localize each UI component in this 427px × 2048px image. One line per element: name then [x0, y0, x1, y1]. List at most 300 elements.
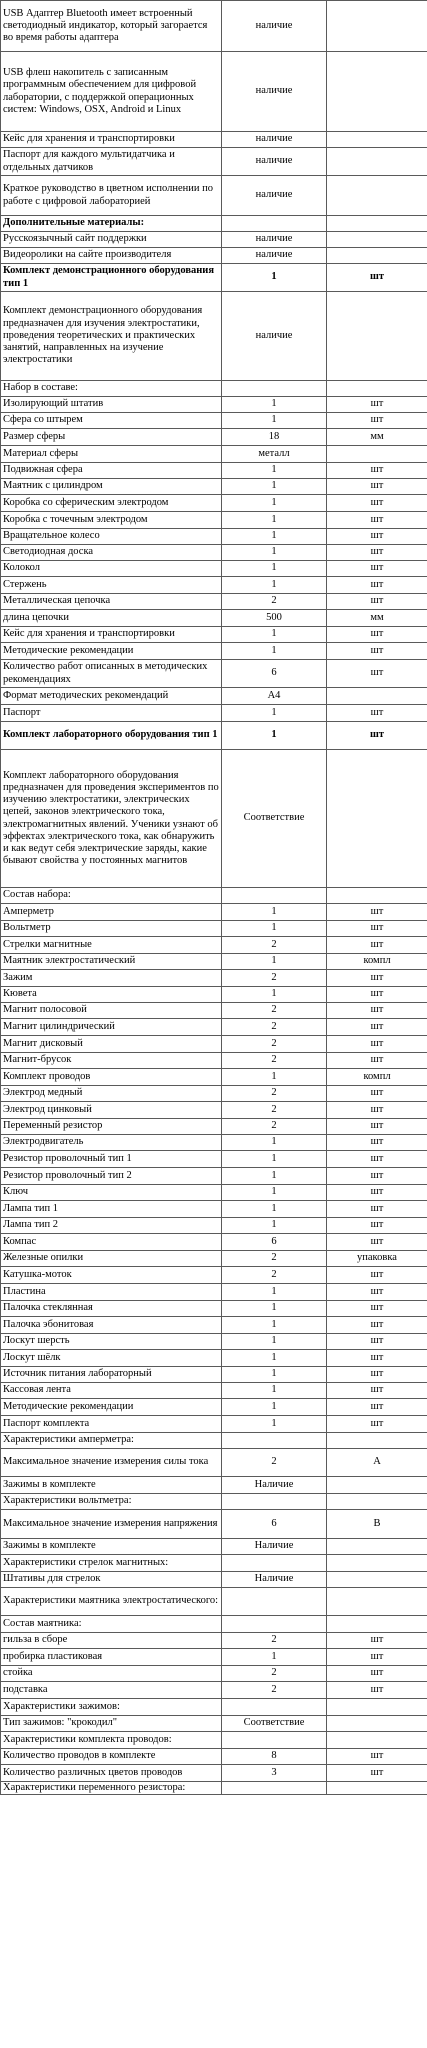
item-name-cell: Характеристики зажимов:: [1, 1699, 222, 1716]
item-name-cell: подставка: [1, 1682, 222, 1699]
item-unit-cell: шт: [327, 1234, 427, 1251]
item-name-cell: Зажимы в комплекте: [1, 1539, 222, 1555]
table-row: [1, 594, 427, 610]
item-name-cell: Железные опилки: [1, 1251, 222, 1267]
table-row: [1, 1383, 427, 1399]
table-row: [1, 1317, 427, 1334]
item-name-cell: Коробка со сферическим электродом: [1, 495, 222, 512]
item-name-cell: Зажимы в комплекте: [1, 1477, 222, 1494]
table-row: [1, 529, 427, 545]
table-row: [1, 921, 427, 937]
item-unit-cell: [327, 1433, 427, 1449]
item-unit-cell: шт: [327, 1003, 427, 1019]
item-value-cell: 2: [222, 1036, 327, 1053]
item-unit-cell: шт: [327, 1151, 427, 1168]
item-unit-cell: шт: [327, 1135, 427, 1151]
item-unit-cell: шт: [327, 643, 427, 660]
item-unit-cell: шт: [327, 594, 427, 610]
table-row: [1, 688, 427, 705]
item-value-cell: 1: [222, 1350, 327, 1367]
item-name-cell: Состав маятника:: [1, 1616, 222, 1633]
item-value-cell: 2: [222, 1053, 327, 1069]
item-unit-cell: шт: [327, 1284, 427, 1301]
item-value-cell: 1: [222, 1301, 327, 1317]
item-unit-cell: шт: [327, 1053, 427, 1069]
item-value-cell: 6: [222, 1234, 327, 1251]
table-row: [1, 1749, 427, 1765]
item-value-cell: 2: [222, 1019, 327, 1036]
item-unit-cell: шт: [327, 1119, 427, 1135]
item-name-cell: Металлическая цепочка: [1, 594, 222, 610]
table-row: [1, 643, 427, 660]
item-unit-cell: шт: [327, 1036, 427, 1053]
item-unit-cell: шт: [327, 1649, 427, 1666]
item-value-cell: 1: [222, 264, 327, 292]
item-name-cell: Ключ: [1, 1185, 222, 1201]
item-name-cell: Изолирующий штатив: [1, 397, 222, 413]
item-value-cell: 2: [222, 1449, 327, 1477]
table-row: [1, 463, 427, 479]
item-value-cell: 1: [222, 904, 327, 921]
item-unit-cell: шт: [327, 1201, 427, 1218]
item-name-cell: Переменный резистор: [1, 1119, 222, 1135]
item-name-cell: Лоскут шёлк: [1, 1350, 222, 1367]
table-row: [1, 1284, 427, 1301]
table-row: [1, 132, 427, 148]
item-name-cell: Характеристики комплекта проводов:: [1, 1732, 222, 1749]
table-row: [1, 545, 427, 561]
table-row: [1, 1765, 427, 1782]
item-name-cell: Электродвигатель: [1, 1135, 222, 1151]
item-unit-cell: шт: [327, 577, 427, 594]
item-value-cell: наличие: [222, 1, 327, 52]
item-name-cell: Сфера со штырем: [1, 413, 222, 429]
table-row: [1, 1616, 427, 1633]
item-value-cell: наличие: [222, 148, 327, 176]
item-name-cell: Паспорт: [1, 705, 222, 722]
item-name-cell: Колокол: [1, 561, 222, 577]
item-name-cell: Вращательное колесо: [1, 529, 222, 545]
item-unit-cell: [327, 1477, 427, 1494]
item-value-cell: 8: [222, 1749, 327, 1765]
item-unit-cell: шт: [327, 660, 427, 688]
item-value-cell: А4: [222, 688, 327, 705]
item-unit-cell: шт: [327, 1399, 427, 1416]
item-name-cell: Максимальное значение измерения напряжения: [1, 1510, 222, 1539]
table-row: [1, 446, 427, 463]
item-name-cell: длина цепочки: [1, 610, 222, 627]
item-unit-cell: шт: [327, 921, 427, 937]
item-value-cell: [222, 1782, 327, 1795]
item-name-cell: Характеристики вольтметра:: [1, 1494, 222, 1510]
item-value-cell: [222, 381, 327, 397]
table-row: [1, 954, 427, 970]
table-row: [1, 495, 427, 512]
item-name-cell: Катушка-моток: [1, 1267, 222, 1284]
item-value-cell: [222, 1588, 327, 1616]
item-unit-cell: шт: [327, 1185, 427, 1201]
item-name-cell: Количество проводов в комплекте: [1, 1749, 222, 1765]
item-value-cell: 1: [222, 1135, 327, 1151]
item-unit-cell: шт: [327, 413, 427, 429]
item-unit-cell: [327, 1588, 427, 1616]
table-row: [1, 1185, 427, 1201]
item-unit-cell: [327, 292, 427, 381]
table-row: [1, 1218, 427, 1234]
item-name-cell: Паспорт комплекта: [1, 1416, 222, 1433]
item-value-cell: 1: [222, 545, 327, 561]
table-row: [1, 1682, 427, 1699]
item-value-cell: 1: [222, 495, 327, 512]
item-value-cell: 1: [222, 1399, 327, 1416]
item-name-cell: Материал сферы: [1, 446, 222, 463]
item-value-cell: наличие: [222, 52, 327, 132]
table-row: [1, 1510, 427, 1539]
item-value-cell: 1: [222, 529, 327, 545]
item-unit-cell: шт: [327, 479, 427, 495]
item-value-cell: [222, 1494, 327, 1510]
item-unit-cell: мм: [327, 610, 427, 627]
item-value-cell: 1: [222, 627, 327, 643]
item-name-cell: Коробка с точечным электродом: [1, 512, 222, 529]
item-unit-cell: шт: [327, 1350, 427, 1367]
item-name-cell: Комплект лабораторного оборудования предназначен для проведения экспериментов по изучению электростатики, электрических цепей, законов электрического тока, электромагнитных явлений. Ученики узнают об эффектах электрического тока, как обнаружить и как ведут себя электрические заряды, какие бывают свойства у постоянных магнитов: [1, 750, 222, 888]
item-unit-cell: [327, 688, 427, 705]
item-value-cell: 1: [222, 1284, 327, 1301]
item-unit-cell: [327, 1555, 427, 1572]
item-value-cell: 2: [222, 1086, 327, 1102]
item-name-cell: Палочка эбонитовая: [1, 1317, 222, 1334]
item-name-cell: Маятник электростатический: [1, 954, 222, 970]
table-row: [1, 512, 427, 529]
item-value-cell: 2: [222, 1666, 327, 1682]
item-name-cell: Кейс для хранения и транспортировки: [1, 627, 222, 643]
item-value-cell: 2: [222, 1267, 327, 1284]
item-name-cell: Маятник с цилиндром: [1, 479, 222, 495]
item-value-cell: 1: [222, 479, 327, 495]
item-value-cell: Соответствие: [222, 1716, 327, 1732]
item-unit-cell: мм: [327, 429, 427, 446]
item-unit-cell: шт: [327, 1682, 427, 1699]
item-name-cell: USB Адаптер Bluetooth имеет встроенный светодиодный индикатор, который загорается во время работы адаптера: [1, 1, 222, 52]
item-unit-cell: шт: [327, 1168, 427, 1185]
item-value-cell: наличие: [222, 248, 327, 264]
item-unit-cell: [327, 750, 427, 888]
item-value-cell: 2: [222, 1633, 327, 1649]
table-row: [1, 705, 427, 722]
table-row: [1, 1119, 427, 1135]
table-row: [1, 1539, 427, 1555]
item-name-cell: Набор в составе:: [1, 381, 222, 397]
item-value-cell: 1: [222, 577, 327, 594]
item-unit-cell: компл: [327, 1069, 427, 1086]
item-value-cell: [222, 1699, 327, 1716]
item-name-cell: Стержень: [1, 577, 222, 594]
item-unit-cell: шт: [327, 1301, 427, 1317]
item-value-cell: Наличие: [222, 1572, 327, 1588]
table-row: [1, 888, 427, 904]
table-row: [1, 937, 427, 954]
item-value-cell: наличие: [222, 176, 327, 216]
table-row: [1, 1477, 427, 1494]
table-row: [1, 1267, 427, 1284]
item-name-cell: Подвижная сфера: [1, 463, 222, 479]
item-value-cell: [222, 1555, 327, 1572]
item-name-cell: Магнит дисковый: [1, 1036, 222, 1053]
table-row: [1, 52, 427, 132]
item-value-cell: 1: [222, 397, 327, 413]
table-row: [1, 1416, 427, 1433]
item-name-cell: Максимальное значение измерения силы тока: [1, 1449, 222, 1477]
table-row: [1, 1555, 427, 1572]
item-value-cell: 1: [222, 1334, 327, 1350]
item-value-cell: наличие: [222, 232, 327, 248]
item-unit-cell: [327, 232, 427, 248]
item-unit-cell: шт: [327, 495, 427, 512]
item-unit-cell: [327, 1782, 427, 1795]
table-row: [1, 232, 427, 248]
item-name-cell: Резистор проволочный тип 2: [1, 1168, 222, 1185]
table-row: [1, 1234, 427, 1251]
item-name-cell: Магнит цилиндрический: [1, 1019, 222, 1036]
item-value-cell: Соответствие: [222, 750, 327, 888]
item-unit-cell: шт: [327, 397, 427, 413]
table-row: [1, 479, 427, 495]
item-unit-cell: шт: [327, 970, 427, 987]
item-name-cell: Комплект проводов: [1, 1069, 222, 1086]
table-row: [1, 722, 427, 750]
table-row: [1, 1649, 427, 1666]
item-unit-cell: шт: [327, 987, 427, 1003]
item-name-cell: Количество работ описанных в методических рекомендациях: [1, 660, 222, 688]
item-value-cell: 2: [222, 937, 327, 954]
item-unit-cell: [327, 1699, 427, 1716]
item-unit-cell: шт: [327, 1367, 427, 1383]
item-unit-cell: шт: [327, 627, 427, 643]
table-row: [1, 397, 427, 413]
table-row: [1, 248, 427, 264]
table-row: [1, 1, 427, 52]
item-value-cell: 1: [222, 722, 327, 750]
item-name-cell: USB флеш накопитель с записанным программным обеспечением для цифровой лаборатории, с поддержкой операционных систем: Windows, OSX, Android и Linux: [1, 52, 222, 132]
item-unit-cell: шт: [327, 1416, 427, 1433]
table-row: [1, 1572, 427, 1588]
table-row: [1, 1334, 427, 1350]
table-row: [1, 1666, 427, 1682]
item-name-cell: Зажим: [1, 970, 222, 987]
item-name-cell: Резистор проволочный тип 1: [1, 1151, 222, 1168]
item-unit-cell: шт: [327, 264, 427, 292]
item-value-cell: 3: [222, 1765, 327, 1782]
table-row: [1, 904, 427, 921]
item-unit-cell: шт: [327, 722, 427, 750]
item-value-cell: 500: [222, 610, 327, 627]
item-unit-cell: шт: [327, 1102, 427, 1119]
item-unit-cell: шт: [327, 1666, 427, 1682]
item-name-cell: Методические рекомендации: [1, 1399, 222, 1416]
item-unit-cell: шт: [327, 1317, 427, 1334]
item-value-cell: 2: [222, 1119, 327, 1135]
item-value-cell: 1: [222, 1185, 327, 1201]
item-unit-cell: шт: [327, 1218, 427, 1234]
table-row: [1, 1086, 427, 1102]
item-name-cell: Пластина: [1, 1284, 222, 1301]
item-unit-cell: шт: [327, 904, 427, 921]
item-unit-cell: шт: [327, 1765, 427, 1782]
item-name-cell: Формат методических рекомендаций: [1, 688, 222, 705]
table-row: [1, 216, 427, 232]
item-value-cell: 1: [222, 1069, 327, 1086]
table-row: [1, 1782, 427, 1795]
item-unit-cell: [327, 248, 427, 264]
table-row: [1, 1732, 427, 1749]
item-unit-cell: шт: [327, 545, 427, 561]
table-row: [1, 1716, 427, 1732]
table-row: [1, 1494, 427, 1510]
item-unit-cell: шт: [327, 1019, 427, 1036]
item-name-cell: Штативы для стрелок: [1, 1572, 222, 1588]
item-value-cell: 1: [222, 512, 327, 529]
item-name-cell: Краткое руководство в цветном исполнении по работе с цифровой лабораторией: [1, 176, 222, 216]
item-value-cell: 1: [222, 463, 327, 479]
item-unit-cell: [327, 1616, 427, 1633]
item-unit-cell: [327, 1, 427, 52]
item-unit-cell: шт: [327, 1633, 427, 1649]
table-row: [1, 148, 427, 176]
table-row: [1, 1069, 427, 1086]
item-name-cell: Тип зажимов: "крокодил": [1, 1716, 222, 1732]
table-row: [1, 264, 427, 292]
table-row: [1, 610, 427, 627]
item-value-cell: 2: [222, 594, 327, 610]
item-name-cell: Магнит-брусок: [1, 1053, 222, 1069]
item-name-cell: Комплект демонстрационного оборудования тип 1: [1, 264, 222, 292]
item-unit-cell: упаковка: [327, 1251, 427, 1267]
item-name-cell: Стрелки магнитные: [1, 937, 222, 954]
item-name-cell: Видеоролики на сайте производителя: [1, 248, 222, 264]
item-name-cell: Палочка стеклянная: [1, 1301, 222, 1317]
item-unit-cell: шт: [327, 512, 427, 529]
item-value-cell: 1: [222, 1416, 327, 1433]
item-value-cell: 1: [222, 954, 327, 970]
item-unit-cell: [327, 1494, 427, 1510]
table-row: [1, 1449, 427, 1477]
item-value-cell: металл: [222, 446, 327, 463]
item-name-cell: Электрод медный: [1, 1086, 222, 1102]
item-name-cell: Характеристики маятника электростатического:: [1, 1588, 222, 1616]
table-row: [1, 970, 427, 987]
item-unit-cell: [327, 888, 427, 904]
table-row: [1, 1350, 427, 1367]
item-unit-cell: [327, 132, 427, 148]
table-row: [1, 1201, 427, 1218]
table-row: [1, 1168, 427, 1185]
item-name-cell: Паспорт для каждого мультидатчика и отдельных датчиков: [1, 148, 222, 176]
item-value-cell: 2: [222, 1003, 327, 1019]
item-name-cell: гильза в сборе: [1, 1633, 222, 1649]
item-value-cell: 1: [222, 413, 327, 429]
item-value-cell: 2: [222, 1251, 327, 1267]
item-name-cell: Комплект демонстрационного оборудования предназначен для изучения электростатики, проведения теоретических и практических занятий, направленных на изучение электростатики: [1, 292, 222, 381]
item-name-cell: Состав набора:: [1, 888, 222, 904]
item-name-cell: Дополнительные материалы:: [1, 216, 222, 232]
item-value-cell: [222, 1433, 327, 1449]
item-unit-cell: [327, 1539, 427, 1555]
item-name-cell: Кейс для хранения и транспортировки: [1, 132, 222, 148]
item-value-cell: 1: [222, 987, 327, 1003]
item-unit-cell: шт: [327, 1086, 427, 1102]
item-value-cell: наличие: [222, 132, 327, 148]
item-value-cell: 1: [222, 1151, 327, 1168]
item-unit-cell: [327, 176, 427, 216]
item-name-cell: Лоскут шерсть: [1, 1334, 222, 1350]
item-value-cell: 1: [222, 1383, 327, 1399]
item-value-cell: [222, 888, 327, 904]
item-name-cell: Вольтметр: [1, 921, 222, 937]
item-name-cell: Кювета: [1, 987, 222, 1003]
item-unit-cell: шт: [327, 1383, 427, 1399]
table-row: [1, 1151, 427, 1168]
item-unit-cell: [327, 1732, 427, 1749]
item-unit-cell: [327, 1716, 427, 1732]
item-value-cell: 2: [222, 1682, 327, 1699]
item-unit-cell: [327, 446, 427, 463]
item-name-cell: Компас: [1, 1234, 222, 1251]
item-value-cell: 1: [222, 643, 327, 660]
table-row: [1, 1588, 427, 1616]
item-value-cell: 1: [222, 1317, 327, 1334]
item-value-cell: 1: [222, 561, 327, 577]
item-name-cell: Русскоязычный сайт поддержки: [1, 232, 222, 248]
item-value-cell: 1: [222, 1168, 327, 1185]
item-name-cell: Лампа тип 1: [1, 1201, 222, 1218]
table-row: [1, 1433, 427, 1449]
item-unit-cell: шт: [327, 1334, 427, 1350]
table-row: [1, 660, 427, 688]
item-name-cell: Кассовая лента: [1, 1383, 222, 1399]
table-row: [1, 381, 427, 397]
item-unit-cell: А: [327, 1449, 427, 1477]
item-value-cell: 1: [222, 1218, 327, 1234]
item-unit-cell: шт: [327, 529, 427, 545]
item-unit-cell: шт: [327, 1749, 427, 1765]
table-row: [1, 429, 427, 446]
item-unit-cell: [327, 1572, 427, 1588]
table-row: [1, 1367, 427, 1383]
item-value-cell: 1: [222, 1367, 327, 1383]
item-unit-cell: шт: [327, 1267, 427, 1284]
table-row: [1, 1053, 427, 1069]
item-name-cell: Характеристики стрелок магнитных:: [1, 1555, 222, 1572]
item-value-cell: [222, 216, 327, 232]
table-row: [1, 1301, 427, 1317]
item-unit-cell: шт: [327, 463, 427, 479]
table-row: [1, 1102, 427, 1119]
item-unit-cell: В: [327, 1510, 427, 1539]
item-value-cell: наличие: [222, 292, 327, 381]
item-value-cell: 1: [222, 1649, 327, 1666]
item-value-cell: Наличие: [222, 1539, 327, 1555]
table-row: [1, 987, 427, 1003]
item-unit-cell: компл: [327, 954, 427, 970]
item-name-cell: Магнит полосовой: [1, 1003, 222, 1019]
item-unit-cell: шт: [327, 705, 427, 722]
item-name-cell: стойка: [1, 1666, 222, 1682]
item-unit-cell: [327, 216, 427, 232]
item-name-cell: Размер сферы: [1, 429, 222, 446]
table-row: [1, 292, 427, 381]
item-value-cell: Наличие: [222, 1477, 327, 1494]
